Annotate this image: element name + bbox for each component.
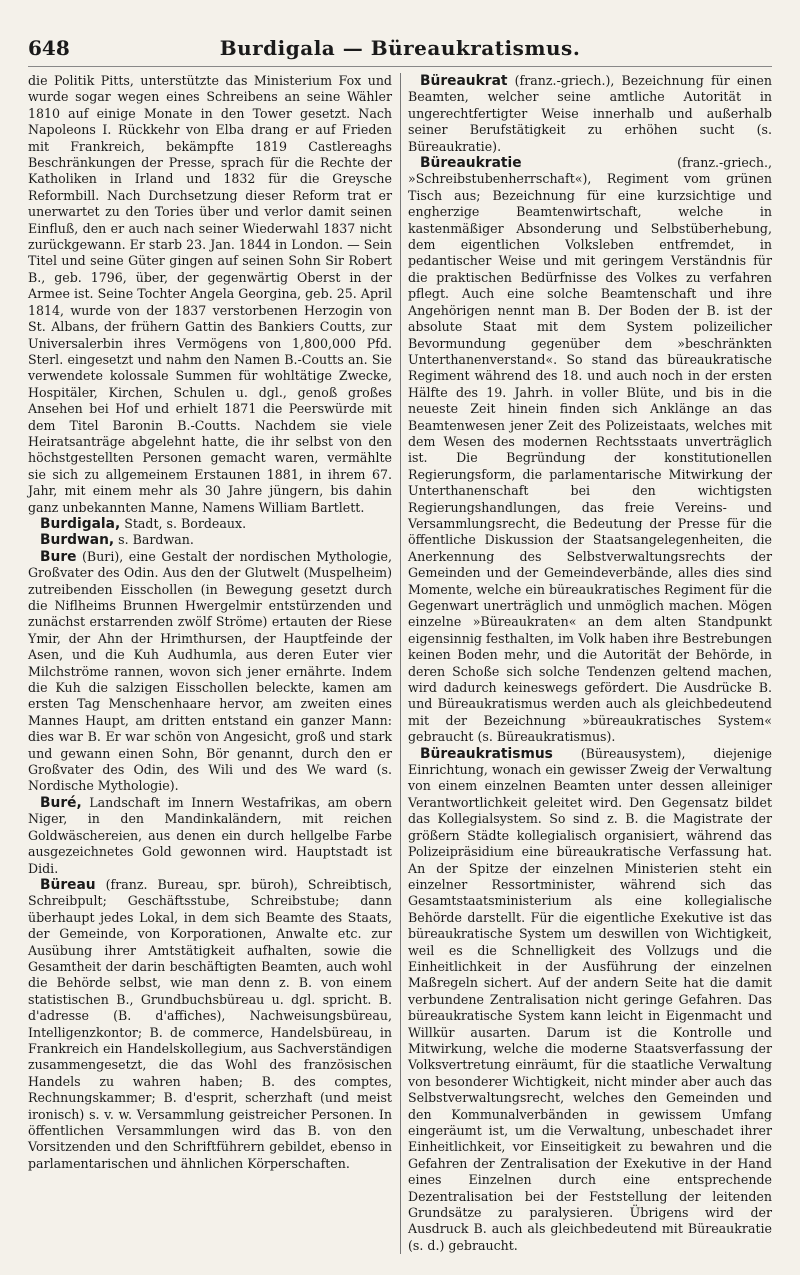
entry-text: die Politik Pitts, unterstützte das Ministerium Fox und wurde sogar wegen eines Schreibens an seine Wähler 1810 auf einige Monate in den Tower gesetzt. Nach Napoleons I. Rückkehr von Elba drang er auf Frieden mit Frankreich, bekämpfte 1819 Castlereaghs Beschränkungen der Presse, sprach für die Rechte der Katholiken in Irland und 1832 für die Greysche Reformbill. Nach Durchsetzung dieser Reform trat er unerwartet zu den Tories über und verlor damit seinen Einfluß, den er auch nach seiner Wiederwahl 1837 nicht zurückgewann. Er starb 23. Jan. 1844 in London. — Sein Titel und seine Güter gingen auf seinen Sohn Sir Robert B., geb. 1796, über, der gegenwärtig Oberst in der Armee ist. Seine Tochter Angela Georgina, geb. 25. April 1814, wurde von der 1837 verstorbenen Herzogin von St. Albans, der frühern Gattin des Bankiers Coutts, zur Universalerbin ihres Vermögens von 1,800,000 Pfd. Sterl. eingesetzt und nahm den Namen B.-Coutts an. Sie verwendete kolossale Summen für wohltätige Zwecke, Hospitäler, Kirchen, Schulen u. dgl., genoß großes Ansehen bei Hof und erhielt 1871 die Peerswürde mit dem Titel Baronin B.-Coutts. Nachdem sie viele Heiratsanträge abgelehnt hatte, die ihr selbst von den höchstgestellten Personen gemacht waren, vermählte sie sich zu allgemeinem Erstaunen 1881, in ihrem 67. Jahr, mit einem mehr als 30 Jahre jüngern, bis dahin ganz unbekannten Manne, Namens William Bartlett. [28,73,392,515]
running-title: Burdigala — Büreaukratismus. [219,36,581,60]
dictionary-entry [28,516,392,532]
entry-text: s. Bardwan. [114,532,194,548]
entry-lemma: Bure [40,548,77,565]
dictionary-entry [28,877,392,1172]
page-number: 648 [28,36,70,60]
dictionary-entry [408,155,772,746]
entry-lemma: Büreau [40,876,96,893]
entry-text: Stadt, s. Bordeaux. [120,515,247,531]
dictionary-entry [28,532,392,548]
entry-text: (franz.-griech., »Schreibstubenherrschaft«), Regiment vom grünen Tisch aus; Bezeichnung für eine kurzsichtige und engherzige Beamtenwirtschaft, welche in kastenmäßiger Absonderung und Selbstüberhebung, dem eigentlichen Volksleben entfremdet, in pedantischer Weise und mit geringem Verständnis für die praktischen Bedürfnisse des Volkes zu verfahren pflegt. Auch eine solche Beamtenschaft und ihre Angehörigen nennt man B. Der Boden der B. ist der absolute Staat mit dem System polizeilicher Bevormundung gegenüber dem »beschränkten Unterthanenverstand«. So stand das büreaukratische Regiment während des 18. und auch noch in der ersten Hälfte des 19. Jahrh. in voller Blüte, und bis in die neueste Zeit hinein finden sich Anklänge an das Beamtenwesen jener Zeit des Polizeistaats, welches mit dem Wesen des modernen Rechtsstaats unverträglich ist. Die Begründung der konstitutionellen Regierungsform, die parlamentarische Mitwirkung der Unterthanenschaft bei den wichtigsten Regierungshandlungen, das freie Vereins- und Versammlungsrecht, die Bedeutung der Presse für die öffentliche Diskussion der Staatsangelegenheiten, die Anerkennung des Selbstverwaltungsrechts der Gemeinden und der Gemeindeverbände, alles dies sind Momente, welche ein büreaukratisches Regiment für die Gegenwart unerträglich und unmöglich machen. Mögen einzelne »Büreaukraten« an dem alten Standpunkt eigensinnig festhalten, im Volk haben ihre Bestrebungen keinen Boden mehr, und die Autorität der Behörde, in deren Schoße sich solche Tendenzen geltend machen, wird dadurch keineswegs gefördert. Die Ausdrücke B. und Büreaukratismus werden auch als gleichbedeutend mit der Bezeichnung »büreaukratisches System« gebraucht (s. Büreaukratismus). [408,155,772,745]
entry-lemma: Burdigala, [40,515,121,532]
page-header [28,36,772,67]
entry-text: Landschaft im Innern Westafrikas, am obern Niger, in den Mandinkaländern, mit reichen Goldwäschereien, aus denen ein durch hellgelbe Farbe ausgezeichnetes Gold gewonnen wird. Hauptstadt ist Didi. [28,794,392,876]
entry-text: (franz.-griech.), Bezeichnung für einen Beamten, welcher seine amtliche Autorität in ungerechtfertigter Weise innerhalb und außerhalb seiner Berufstätigkeit zu erhöhen sucht (s. Büreaukratie). [408,73,772,154]
left-column [28,73,392,1254]
dictionary-entry [408,746,772,1255]
entry-lemma: Burdwan, [40,532,115,549]
dictionary-entry [28,549,392,795]
dictionary-entry [408,73,772,155]
right-column [408,73,772,1254]
entry-lemma: Buré, [40,794,82,811]
entry-lemma: Büreaukratie [420,155,522,172]
entry-lemma: Büreaukratismus [420,745,553,762]
text-columns [28,73,772,1254]
column-divider [400,73,401,1254]
entry-text: (franz. Bureau, spr. büroh), Schreibtisch, Schreibpult; Geschäftsstube, Schreibstube; dann überhaupt jedes Lokal, in dem sich Beamte des Staats, der Gemeinde, von Korporationen, Anwalte etc. zur Ausübung ihrer Amtstätigkeit aufhalten, sowie die Gesamtheit der darin beschäftigten Beamten, auch wohl die Behörde selbst, wie man denn z. B. von einem statistischen B., Grundbuchsbüreau u. dgl. spricht. B. d'adresse (B. d'affiches), Nachweisungsbüreau, Intelligenzkontor; B. de commerce, Handelsbüreau, in Frankreich ein Handelskollegium, aus Sachverständigen zusammengesetzt, die das Wohl des französischen Handels zu wahren haben; B. des comptes, Rechnungskammer; B. d'esprit, scherzhaft (und meist ironisch) s. v. w. Versammlung geistreicher Personen. In öffentlichen Versammlungen wird das B. von den Vorsitzenden und den Schriftführern gebildet, ebenso in parlamentarischen und ähnlichen Körperschaften. [28,876,392,1171]
dictionary-entry [28,795,392,877]
entry-text: (Büreausystem), diejenige Einrichtung, wonach ein gewisser Zweig der Verwaltung von einem einzelnen Beamten unter dessen alleiniger Verantwortlichkeit geleitet wird. Den Gegensatz bildet das Kollegialsystem. So sind z. B. die Magistrate der größern Städte kollegialisch organisiert, während das Polizeipräsidium eine büreaukratische Verfassung hat. An der Spitze der einzelnen Ministerien steht ein einzelner Ressortminister, während sich das Gesamtstaatsministerium als eine kollegialische Behörde darstellt. Für die eigentliche Exekutive ist das büreaukratische System um deswillen von Wichtigkeit, weil es die Schnelligkeit des Vollzugs und die Einheitlichkeit in der Ausführung der einzelnen Maßregeln sichert. Auf der andern Seite hat die damit verbundene Zentralisation nicht geringe Gefahren. Das büreaukratische System kann leicht in Eigenmacht und Willkür ausarten. Darum ist die Kontrolle und Mitwirkung, welche die moderne Staatsverfassung der Volksvertretung einräumt, für die staatliche Verwaltung von besonderer Wichtigkeit, nicht minder aber auch das Selbstverwaltungsrecht, welches den Gemeinden und den Kommunalverbänden in gewissem Umfang eingeräumt ist, um die Verwaltung, unbeschadet ihrer Einheitlichkeit, vor Einseitigkeit zu bewahren und die Gefahren der Zentralisation der Exekutive in der Hand eines Einzelnen durch eine entsprechende Dezentralisation bei der Feststellung der leitenden Grundsätze zu paralysieren. Übrigens wird der Ausdruck B. auch als gleichbedeutend mit Büreaukratie (s. d.) gebraucht. [408,745,772,1253]
dictionary-entry [28,73,392,516]
entry-lemma: Büreaukrat [420,73,508,89]
entry-text: (Buri), eine Gestalt der nordischen Mythologie, Großvater des Odin. Aus den der Glutwelt (Muspelheim) zutreibenden Eisschollen (in Bewegung gesetzt durch die Niflheims Brunnen Hwergelmir entstürzenden und zunächst erstarrenden zwölf Ströme) ertauten der Riese Ymir, der Ahn der Hrimthursen, der Hauptfeinde der Asen, und die Kuh Audhumla, aus deren Euter vier Milchströme rannen, wovon sich jener ernährte. Indem die Kuh die salzigen Eisschollen beleckte, kamen am ersten Tag Menschenhaare hervor, am zweiten eines Mannes Haupt, am dritten entstand ein ganzer Mann: dies war B. Er war schön von Angesicht, groß und stark und gewann einen Sohn, Bör genannt, durch den er Großvater des Odin, des Wili und des We ward (s. Nordische Mythologie). [28,548,392,794]
